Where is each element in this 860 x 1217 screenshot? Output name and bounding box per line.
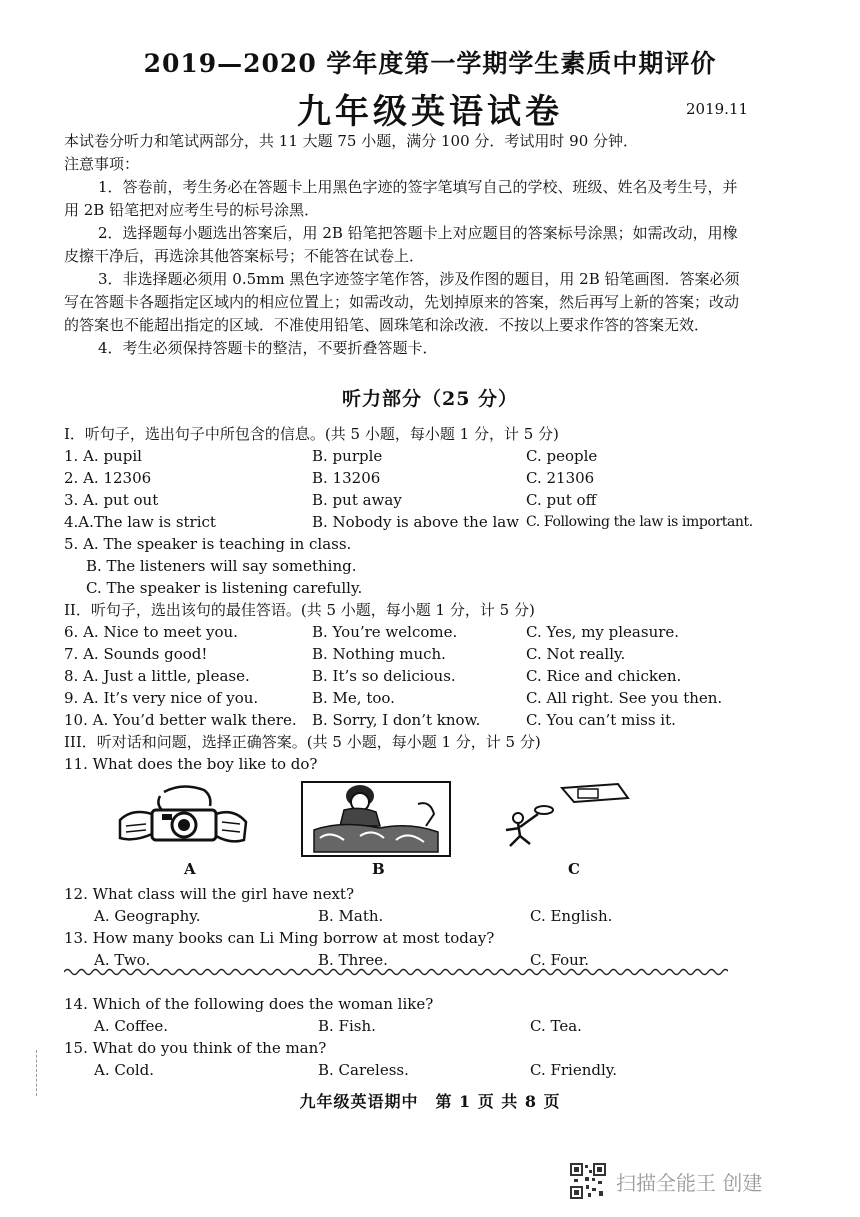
q10-option-b: B. Sorry, I don’t know. <box>312 711 481 729</box>
q15-option-c: C. Friendly. <box>530 1061 618 1079</box>
q4-option-c: C. Following the law is important. <box>526 514 753 530</box>
exam-title-line1: 2019—2020 学年度第一学期学生素质中期评价 <box>143 49 717 78</box>
q11-label-c: C <box>568 860 580 878</box>
q14-option-a: A. Coffee. <box>94 1017 169 1035</box>
q1-option-b: B. purple <box>312 447 383 465</box>
part1-heading: I．听句子，选出句子中所包含的信息。(共 5 小题，每小题 1 分，计 5 分) <box>64 425 559 443</box>
q15-stem: 15. What do you think of the man? <box>64 1039 327 1057</box>
gardening-picture <box>300 780 452 858</box>
q9-option-a: 9. A. It’s very nice of you. <box>64 689 259 707</box>
q2-option-a: 2. A. 12306 <box>64 469 152 487</box>
camera-picture <box>112 782 252 852</box>
q4-option-a: 4.A.The law is strict <box>64 513 216 531</box>
part2-heading: II．听句子，选出该句的最佳答语。(共 5 小题，每小题 1 分，计 5 分) <box>64 601 535 619</box>
q5-option-c: C. The speaker is listening carefully. <box>86 579 363 597</box>
q12-stem: 12. What class will the girl have next? <box>64 885 355 903</box>
q2-option-b: B. 13206 <box>312 469 381 487</box>
q8-option-c: C. Rice and chicken. <box>526 667 682 685</box>
page-footer: 九年级英语期中 第 1 页 共 8 页 <box>299 1092 561 1111</box>
q7-option-b: B. Nothing much. <box>312 645 446 663</box>
q9-option-b: B. Me, too. <box>312 689 395 707</box>
part3-heading: III．听对话和问题，选择正确答案。(共 5 小题，每小题 1 分，计 5 分) <box>64 733 541 751</box>
q5-option-a: 5. A. The speaker is teaching in class. <box>64 535 352 553</box>
q6-option-b: B. You’re welcome. <box>312 623 458 641</box>
note-2: 2．选择题每小题选出答案后，用 2B 铅笔把答题卡上对应题目的答案标号涂黑；如需改动，用橡皮擦干净后，再选涂其他答案标号；不能答在试卷上． <box>64 224 738 265</box>
note-3: 3．非选择题必须用 0.5mm 黑色字迹签字笔作答，涉及作图的题目，用 2B 铅笔画图．答案必须写在答题卡各题指定区域内的相应位置上；如需改动，先划掉原来的答案，然后再写上新的答案；改动的答案也不能超出指定的区域．不准使用铅笔、圆珠笔和涂改液．不按以上要求作答的答案无效． <box>64 270 740 334</box>
q10-option-c: C. You can’t miss it. <box>526 711 676 729</box>
q9-option-c: C. All right. See you then. <box>526 689 723 707</box>
q3-option-c: C. put off <box>526 491 597 509</box>
q13-option-a: A. Two. <box>94 951 151 969</box>
note-4: 4．考生必须保持答题卡的整洁，不要折叠答题卡． <box>98 339 438 357</box>
q11-label-a: A <box>184 860 196 878</box>
q3-option-a: 3. A. put out <box>64 491 159 509</box>
q3-option-b: B. put away <box>312 491 402 509</box>
qr-code-icon <box>570 1163 606 1199</box>
q13-stem: 13. How many books can Li Ming borrow at most today? <box>64 929 495 947</box>
q8-option-b: B. It’s so delicious. <box>312 667 456 685</box>
q7-option-a: 7. A. Sounds good! <box>64 645 208 663</box>
q8-option-a: 8. A. Just a little, please. <box>64 667 250 685</box>
q12-option-c: C. English. <box>530 907 613 925</box>
q14-option-c: C. Tea. <box>530 1017 582 1035</box>
q12-option-b: B. Math. <box>318 907 384 925</box>
exam-summary: 本试卷分听力和笔试两部分，共 11 大题 75 小题，满分 100 分．考试用时 90 分钟． <box>64 132 639 150</box>
q11-stem: 11. What does the boy like to do? <box>64 755 318 773</box>
q14-option-b: B. Fish. <box>318 1017 376 1035</box>
q10-option-a: 10. A. You’d better walk there. <box>64 711 297 729</box>
q14-stem: 14. Which of the following does the woman like? <box>64 995 434 1013</box>
basketball-picture <box>494 780 634 852</box>
q11-label-b: B <box>372 860 385 878</box>
exam-title-line2: 九年级英语试卷 <box>297 92 563 132</box>
note-1: 1．答卷前，考生务必在答题卡上用黑色字迹的签字笔填写自己的学校、班级、姓名及考生号，并用 2B 铅笔把对应考生号的标号涂黑． <box>64 178 738 219</box>
instructions <box>64 130 748 360</box>
q6-option-a: 6. A. Nice to meet you. <box>64 623 238 641</box>
q7-option-c: C. Not really. <box>526 645 626 663</box>
q12-option-a: A. Geography. <box>94 907 201 925</box>
listening-section-title: 听力部分（25 分） <box>341 388 519 410</box>
notes-heading: 注意事项： <box>64 155 140 173</box>
q1-option-c: C. people <box>526 447 598 465</box>
q5-option-b: B. The listeners will say something. <box>86 557 357 575</box>
q15-option-b: B. Careless. <box>318 1061 409 1079</box>
q6-option-c: C. Yes, my pleasure. <box>526 623 680 641</box>
q4-option-b: B. Nobody is above the law <box>312 513 520 531</box>
q13-option-b: B. Three. <box>318 951 388 969</box>
scanner-watermark: 扫描全能王 创建 <box>616 1171 763 1195</box>
q1-option-a: 1. A. pupil <box>64 447 142 465</box>
cut-line-divider <box>64 966 728 978</box>
exam-date: 2019.11 <box>686 100 749 118</box>
q15-option-a: A. Cold. <box>94 1061 155 1079</box>
q2-option-c: C. 21306 <box>526 469 595 487</box>
q13-option-c: C. Four. <box>530 951 590 969</box>
